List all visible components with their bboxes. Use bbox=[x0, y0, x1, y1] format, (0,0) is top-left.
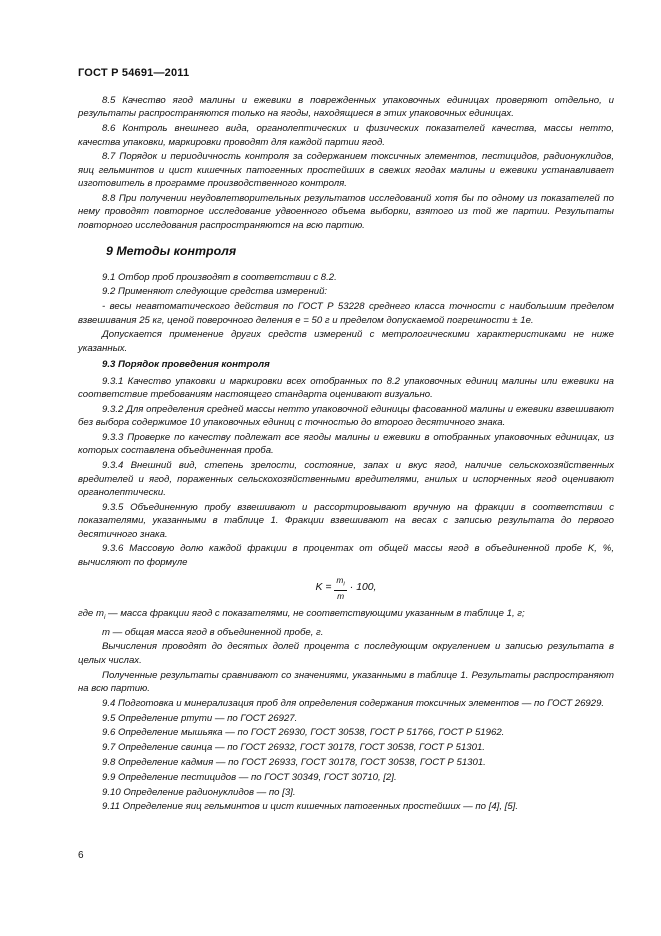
paragraph-8-6: 8.6 Контроль внешнего вида, органолептических и физических показателей качества, массы нетто, качества упаковки, маркировки проводят для каждой партии ягод. bbox=[78, 123, 614, 148]
paragraph-9-7: 9.7 Определение свинца — по ГОСТ 26932, ГОСТ 30178, ГОСТ 30538, ГОСТ Р 51301. bbox=[102, 742, 485, 754]
paragraph-9-6: 9.6 Определение мышьяка — по ГОСТ 26930, ГОСТ 30538, ГОСТ Р 51766, ГОСТ Р 51962. bbox=[102, 727, 505, 739]
document-header: ГОСТ Р 54691—2011 bbox=[78, 67, 190, 79]
formula-denominator: m bbox=[337, 590, 345, 601]
paragraph-9-5: 9.5 Определение ртути — по ГОСТ 26927. bbox=[102, 712, 298, 724]
page-number: 6 bbox=[78, 850, 84, 861]
paragraph-calc: Вычисления проводят до десятых долей процента с последующим округлением и записью результата в целых числах. bbox=[78, 641, 614, 666]
formula-where-mi bbox=[78, 607, 614, 624]
paragraph-9-9: 9.9 Определение пестицидов — по ГОСТ 30349, ГОСТ 30710, [2]. bbox=[102, 771, 397, 783]
paragraph-8-5: 8.5 Качество ягод малины и ежевики в поврежденных упаковочных единицах проверяют отдельно, и результаты распространяются только на ягоды, находящиеся в этих упаковочных единицах. bbox=[78, 95, 614, 120]
formula-fraction bbox=[334, 575, 346, 601]
formula-rhs: 100, bbox=[356, 582, 377, 594]
paragraph-9-10: 9.10 Определение радионуклидов — по [3]. bbox=[102, 786, 296, 798]
document-body bbox=[78, 94, 614, 815]
paragraph-9-8: 9.8 Определение кадмия — по ГОСТ 26933, ГОСТ 30178, ГОСТ 30538, ГОСТ Р 51301. bbox=[102, 757, 486, 769]
paragraph-9-2: 9.2 Применяют следующие средства измерений: bbox=[102, 286, 328, 298]
subheading-9-3: 9.3 Порядок проведения контроля bbox=[102, 359, 270, 371]
paragraph-9-2-note: Допускается применение других средств измерений с метрологическими характеристиками не ниже указанных. bbox=[78, 329, 614, 354]
paragraph-9-2-item: - весы неавтоматического действия по ГОСТ Р 53228 среднего класса точности с наибольшим пределом взвешивания 25 кг, ценой поверочного деления е = 50 г и пределом допускаемой погрешности ± 1е. bbox=[78, 301, 614, 326]
paragraph-9-3-3: 9.3.3 Проверке по качеству подлежат все ягоды малины и ежевики в отобранных упаковочных единицах, из которых составлена объединенная проба. bbox=[78, 432, 614, 457]
formula-numerator bbox=[334, 575, 346, 591]
where-sub: i bbox=[103, 613, 106, 621]
where-prefix: где bbox=[78, 607, 96, 619]
paragraph-9-3-1: 9.3.1 Качество упаковки и маркировки всех отобранных по 8.2 упаковочных единиц малины или ежевики на соответствие требованиям настоящего стандарта оценивают визуально. bbox=[78, 375, 614, 401]
paragraph-9-3-6: 9.3.6 Массовую долю каждой фракции в процентах от общей массы ягод в объединенной пробе K, %, вычисляют по формуле bbox=[78, 543, 614, 568]
formula-k bbox=[78, 575, 614, 601]
paragraph-9-3-5: 9.3.5 Объединенную пробу взвешивают и рассортировывают вручную на фракции в соответствии с показателями, указанными в таблице 1. Фракции взвешивают на весах с записью результата до первого десятичного знака. bbox=[78, 501, 614, 540]
formula-dot: · bbox=[349, 582, 354, 594]
paragraph-9-4: 9.4 Подготовка и минерализация проб для определения содержания токсичных элементов — по ГОСТ 26929. bbox=[102, 697, 605, 709]
formula-num-var: m bbox=[336, 575, 344, 586]
paragraph-9-3-2: 9.3.2 Для определения средней массы нетто упаковочной единицы фасованной малины и ежевики взвешивают без выбора содержимое 10 упаковочных единиц с точностью до второго десятичного знака. bbox=[78, 403, 614, 429]
paragraph-8-8: 8.8 При получении неудовлетворительных результатов исследований хотя бы по одному из показателей по нему проводят повторное исследование удвоенного объема выборки, взятого из той же партии. Результаты повторного исследования распространяются на всю партию. bbox=[78, 193, 614, 231]
paragraph-9-11: 9.11 Определение яиц гельминтов и цист кишечных патогенных простейших — по [4], [5]. bbox=[102, 801, 518, 813]
paragraph-9-1: 9.1 Отбор проб производят в соответствии с 8.2. bbox=[102, 271, 337, 283]
formula-lhs: K = bbox=[315, 582, 332, 594]
formula-where-m: m — общая масса ягод в объединенной пробе, г. bbox=[102, 626, 324, 638]
where-text: — масса фракции ягод с показателями, не соответствующими указанным в таблице 1, г; bbox=[105, 607, 525, 619]
paragraph-8-7: 8.7 Порядок и периодичность контроля за содержанием токсичных элементов, пестицидов, радионуклидов, яиц гельминтов и цист кишечных патогенных простейших в свежих ягодах малины и ежевики устанавливает изготовитель в программе производственного контроля. bbox=[78, 151, 614, 190]
paragraph-9-3-4: 9.3.4 Внешний вид, степень зрелости, состояние, запах и вкус ягод, наличие сельскохозяйственных вредителей и ягод, пораженных сельскохозяйственными вредителями, гнилых и испорченных ягод оценивают органолептически. bbox=[78, 460, 614, 499]
where-var: m bbox=[95, 607, 104, 619]
section-title: 9 Методы контроля bbox=[106, 244, 237, 259]
paragraph-results: Полученные результаты сравнивают со значениями, указанными в таблице 1. Результаты распространяют на всю партию. bbox=[78, 669, 614, 695]
formula-num-sub: i bbox=[343, 581, 345, 588]
